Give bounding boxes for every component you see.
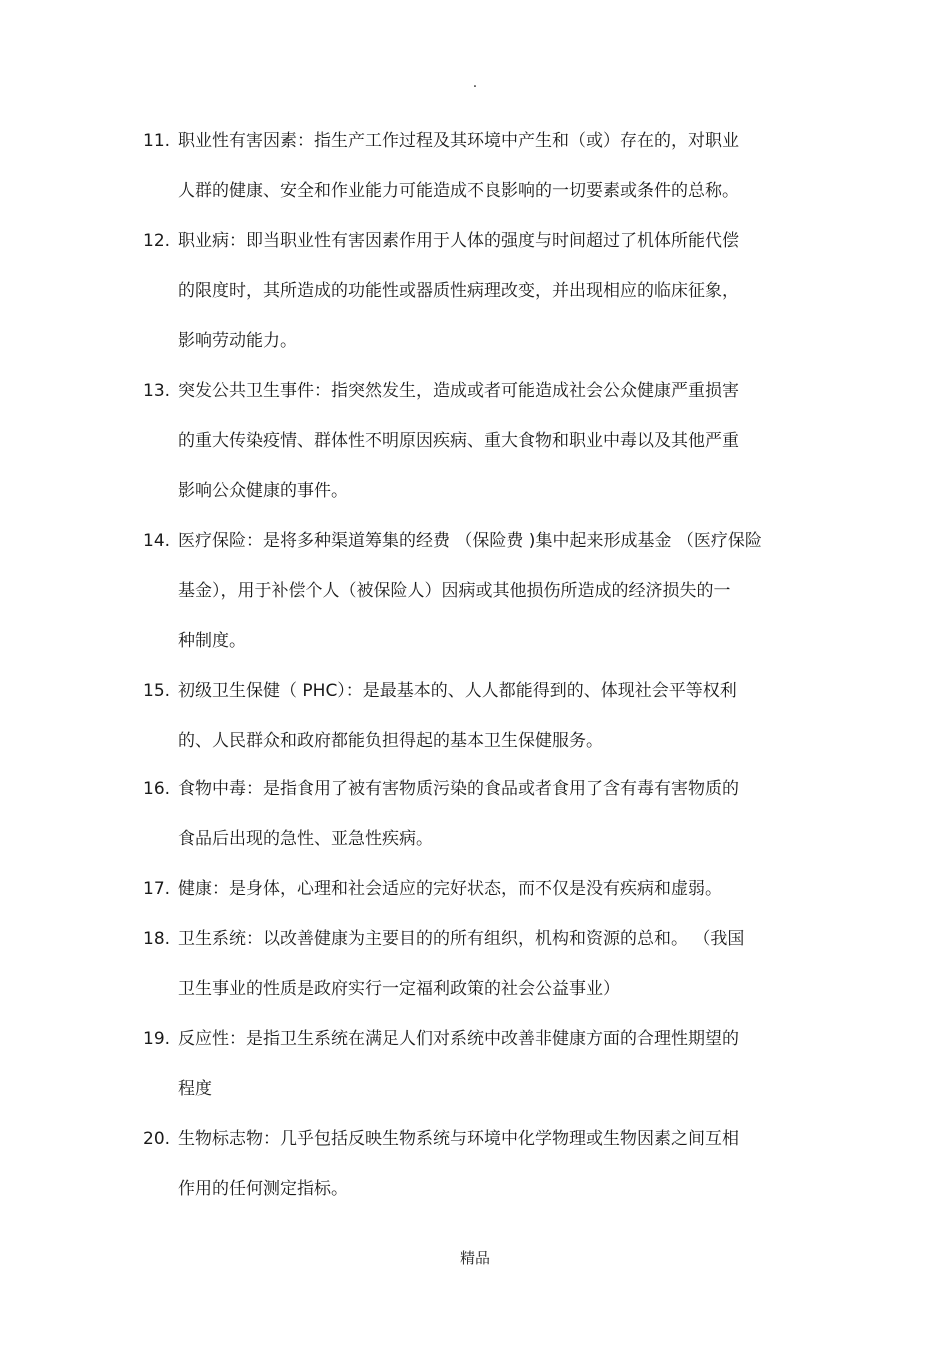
item-number: 18. (143, 929, 171, 949)
item-text-first-line: 医疗保险：是将多种渠道筹集的经费 （保险费 )集中起来形成基金 （医疗保险 (178, 531, 762, 551)
item-number: 14. (143, 531, 171, 551)
item-text-continuation-line: 影响公众健康的事件。 (178, 481, 348, 501)
item-text-continuation-line: 作用的任何测定指标。 (178, 1179, 348, 1199)
item-text-first-line: 健康：是身体，心理和社会适应的完好状态，而不仅是没有疾病和虚弱。 (178, 879, 722, 899)
item-text-continuation-line: 种制度。 (178, 631, 246, 651)
item-text-continuation-line: 影响劳动能力。 (178, 331, 297, 351)
item-text-first-line: 突发公共卫生事件：指突然发生，造成或者可能造成社会公众健康严重损害 (178, 381, 739, 401)
item-text-continuation-line: 的限度时，其所造成的功能性或器质性病理改变，并出现相应的临床征象， (178, 281, 739, 301)
item-number: 17. (143, 879, 171, 899)
item-text-continuation-line: 人群的健康、安全和作业能力可能造成不良影响的一切要素或条件的总称。 (178, 181, 739, 201)
item-text-continuation-line: 卫生事业的性质是政府实行一定福利政策的社会公益事业） (178, 979, 620, 999)
item-text-continuation-line: 的重大传染疫情、群体性不明原因疾病、重大食物和职业中毒以及其他严重 (178, 431, 739, 451)
item-text-continuation-line: 基金），用于补偿个人（被保险人）因病或其他损伤所造成的经济损失的一 (178, 581, 731, 601)
item-text-first-line: 职业性有害因素：指生产工作过程及其环境中产生和（或）存在的，对职业 (178, 131, 739, 151)
footer-label: 精品 (459, 1249, 490, 1267)
item-text-first-line: 卫生系统：以改善健康为主要目的的所有组织，机构和资源的总和。 （我国 (178, 929, 745, 949)
item-number: 20. (143, 1129, 171, 1149)
item-number: 19. (143, 1029, 171, 1049)
item-number: 12. (143, 231, 171, 251)
item-text-continuation-line: 的、人民群众和政府都能负担得起的基本卫生保健服务。 (178, 731, 603, 751)
item-text-continuation-line: 程度 (178, 1079, 212, 1099)
item-number: 16. (143, 779, 171, 799)
item-text-first-line: 初级卫生保健（ PHC）：是最基本的、人人都能得到的、体现社会平等权利 (178, 681, 737, 701)
item-number: 13. (143, 381, 171, 401)
item-text-continuation-line: 食品后出现的急性、亚急性疾病。 (178, 829, 433, 849)
item-text-first-line: 生物标志物：几乎包括反映生物系统与环境中化学物理或生物因素之间互相 (178, 1129, 739, 1149)
top-dot-mark: . (472, 75, 478, 91)
item-number: 15. (143, 681, 171, 701)
item-text-first-line: 反应性：是指卫生系统在满足人们对系统中改善非健康方面的合理性期望的 (178, 1029, 739, 1049)
item-text-first-line: 职业病：即当职业性有害因素作用于人体的强度与时间超过了机体所能代偿 (178, 231, 739, 251)
item-text-first-line: 食物中毒：是指食用了被有害物质污染的食品或者食用了含有毒有害物质的 (178, 779, 739, 799)
item-number: 11. (143, 131, 171, 151)
